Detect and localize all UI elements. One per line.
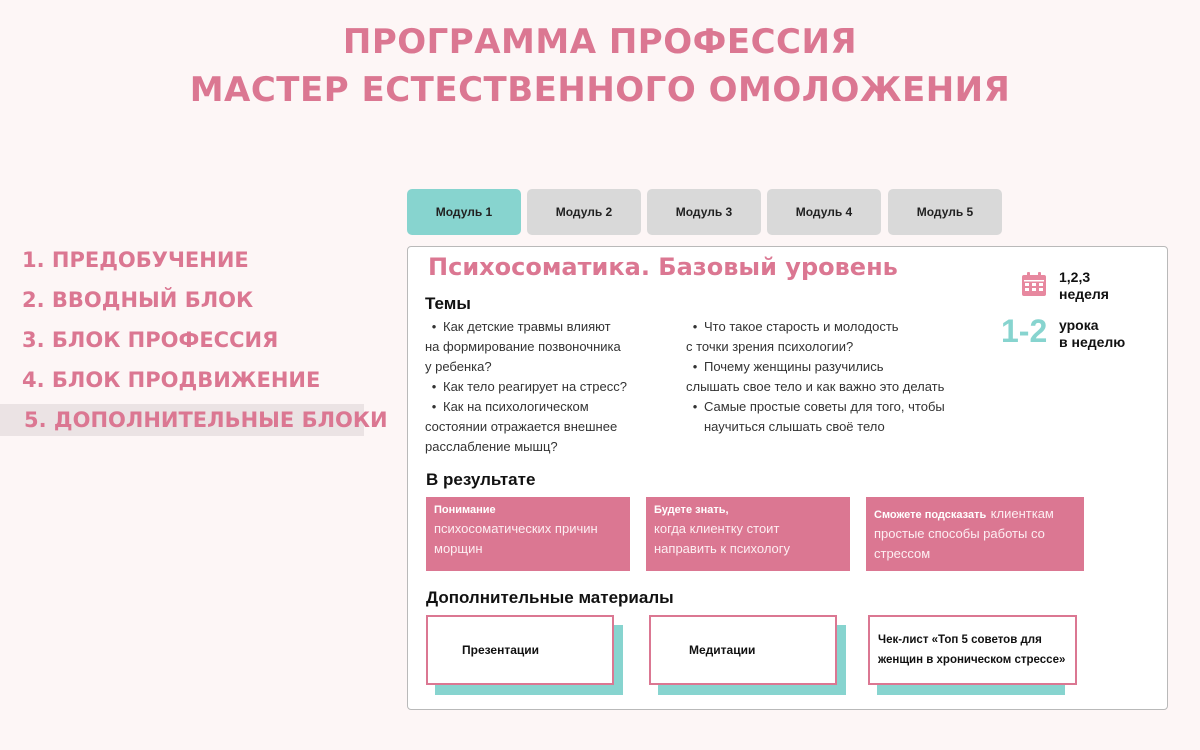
material-label[interactable]: Медитации (649, 615, 837, 685)
topic-item: • Как на психологическом состоянии отражается внешнее расслабление мышц? (425, 399, 618, 454)
lessons-count: 1-2 (1001, 313, 1048, 349)
sidebar-item-vvodny-blok[interactable]: 2. ВВОДНЫЙ БЛОК (22, 288, 254, 312)
sidebar-item-preobuchenie[interactable]: 1. ПРЕДОБУЧЕНИЕ (22, 248, 249, 272)
topic-item: • Как детские травмы влияют на формирование позвоночника у ребенка? (425, 319, 621, 374)
calendar-icon (1021, 271, 1047, 297)
sidebar-item-blok-professiya[interactable]: 3. БЛОК ПРОФЕССИЯ (22, 328, 279, 352)
bullet: • (692, 319, 698, 334)
sidebar-item-blok-prodvizhenie[interactable]: 4. БЛОК ПРОДВИЖЕНИЕ (22, 368, 321, 392)
topics-heading: Темы (425, 294, 471, 313)
weeks-label: неделя (1059, 286, 1109, 302)
material-label[interactable]: Презентации (426, 615, 614, 685)
topic-item: • Самые простые советы для того, чтобы научиться слышать своё тело (686, 397, 986, 437)
bullet: • (431, 399, 437, 414)
lessons-label-1: урока (1059, 317, 1099, 333)
topics-list-right (686, 317, 986, 437)
tab-module-5[interactable]: Модуль 5 (888, 189, 1002, 235)
lessons-info (1059, 317, 1125, 351)
bullet: • (431, 379, 437, 394)
weeks-info (1059, 269, 1109, 303)
sidebar-nav (0, 244, 388, 444)
sidebar-item-dopolnitelnye-bloki[interactable]: 5. ДОПОЛНИТЕЛЬНЫЕ БЛОКИ (0, 404, 364, 436)
tab-module-4[interactable]: Модуль 4 (767, 189, 881, 235)
materials-heading: Дополнительные материалы (426, 588, 674, 607)
material-checklist[interactable] (868, 615, 1066, 697)
page-title (0, 18, 1200, 114)
page-title-line-1: ПРОГРАММА ПРОФЕССИЯ (342, 22, 858, 62)
tab-module-1[interactable]: Модуль 1 (407, 189, 521, 235)
material-meditations[interactable] (649, 615, 847, 697)
module-title: Психосоматика. Базовый уровень (428, 253, 898, 281)
topic-item: • Что такое старость и молодость с точки зрения психологии? (686, 319, 899, 354)
bullet: • (692, 399, 698, 414)
tab-module-3[interactable]: Модуль 3 (647, 189, 761, 235)
results-heading: В результате (426, 470, 536, 489)
lessons-label-2: в неделю (1059, 334, 1126, 350)
material-presentations[interactable] (426, 615, 624, 697)
material-label[interactable]: Чек-лист «Топ 5 советов для женщин в хроническом стрессе» (868, 615, 1077, 685)
page-title-line-2: МАСТЕР ЕСТЕСТВЕННОГО ОМОЛОЖЕНИЯ (189, 70, 1011, 110)
topic-item: • Почему женщины разучились слышать свое тело и как важно это делать (686, 359, 945, 394)
module-card (407, 246, 1168, 710)
bullet: • (692, 359, 698, 374)
topic-item: • Как тело реагирует на стресс? (425, 377, 685, 397)
result-card-understanding: Понимание психосоматических причин морщин (426, 497, 630, 571)
topics-list-left (425, 317, 685, 457)
weeks-value: 1,2,3 (1059, 269, 1091, 285)
result-card-knowledge: Будете знать, когда клиентку стоит направить к психологу (646, 497, 850, 571)
tab-module-2[interactable]: Модуль 2 (527, 189, 641, 235)
bullet: • (431, 319, 437, 334)
result-card-advice: Сможете подсказать клиенткам простые способы работы со стрессом (866, 497, 1084, 571)
